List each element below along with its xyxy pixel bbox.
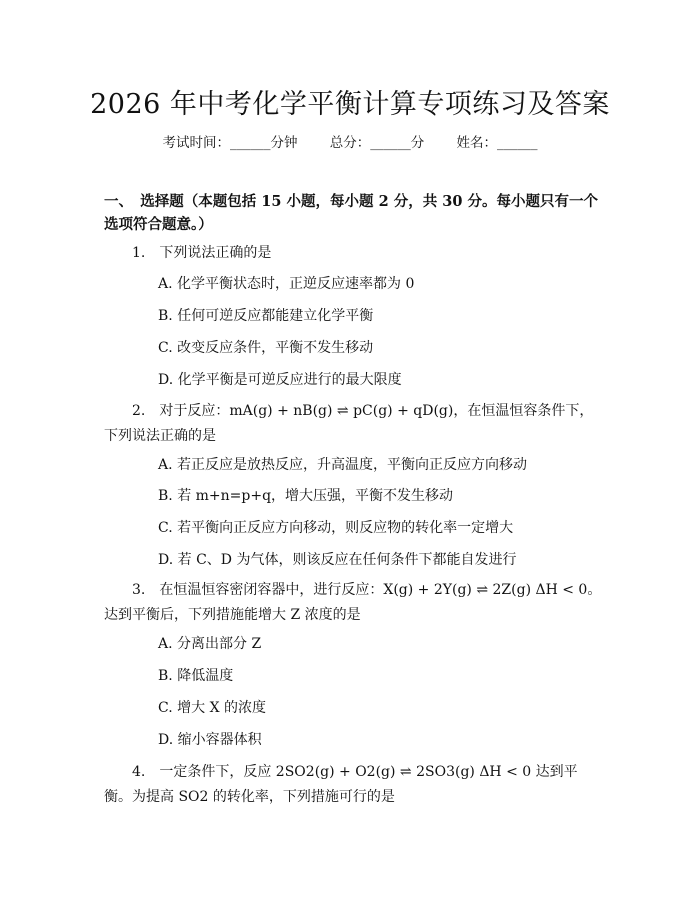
option-item: B. 任何可逆反应都能建立化学平衡 bbox=[158, 308, 374, 324]
option-item: B. 降低温度 bbox=[158, 668, 234, 684]
question-stem: 2. 对于反应：mA(g) + nB(g) ⇌ pC(g) + qD(g)，在恒温恒容条件下，下列说法正确的是 bbox=[104, 403, 594, 444]
option-item: B. 若 m+n=p+q，增大压强，平衡不发生移动 bbox=[158, 488, 454, 504]
section-heading: 一、 选择题（本题包括 15 小题，每小题 2 分，共 30 分。每小题只有一个选项符合题意。） bbox=[104, 193, 598, 233]
question-stem: 4. 一定条件下，反应 2SO2(g) + O2(g) ⇌ 2SO3(g) ΔH < 0 达到平衡。为提高 SO2 的转化率，下列措施可行的是 bbox=[104, 764, 578, 805]
question-stem: 3. 在恒温恒容密闭容器中，进行反应：X(g) + 2Y(g) ⇌ 2Z(g) ΔH < 0。达到平衡后，下列措施能增大 Z 浓度的是 bbox=[104, 582, 602, 623]
option-item: A. 若正反应是放热反应，升高温度，平衡向正反应方向移动 bbox=[158, 457, 528, 473]
option-item: C. 增大 X 的浓度 bbox=[158, 700, 266, 716]
exam-meta bbox=[0, 131, 700, 151]
option-item: C. 若平衡向正反应方向移动，则反应物的转化率一定增大 bbox=[158, 520, 514, 536]
option-item: A. 分离出部分 Z bbox=[158, 636, 262, 652]
option-item: A. 化学平衡状态时，正逆反应速率都为 0 bbox=[158, 276, 415, 292]
document-title: 2026 年中考化学平衡计算专项练习及答案 bbox=[90, 89, 610, 120]
option-item: C. 改变反应条件，平衡不发生移动 bbox=[158, 340, 374, 356]
option-item: D. 若 C、D 为气体，则该反应在任何条件下都能自发进行 bbox=[158, 552, 517, 568]
exam-time: 考试时间：______分钟 bbox=[162, 135, 298, 151]
exam-score: 总分：______分 bbox=[329, 135, 425, 151]
exam-name: 姓名：______ bbox=[456, 135, 538, 151]
question-stem: 1. 下列说法正确的是 bbox=[132, 245, 272, 261]
option-item: D. 缩小容器体积 bbox=[158, 732, 262, 748]
option-item: D. 化学平衡是可逆反应进行的最大限度 bbox=[158, 372, 402, 388]
